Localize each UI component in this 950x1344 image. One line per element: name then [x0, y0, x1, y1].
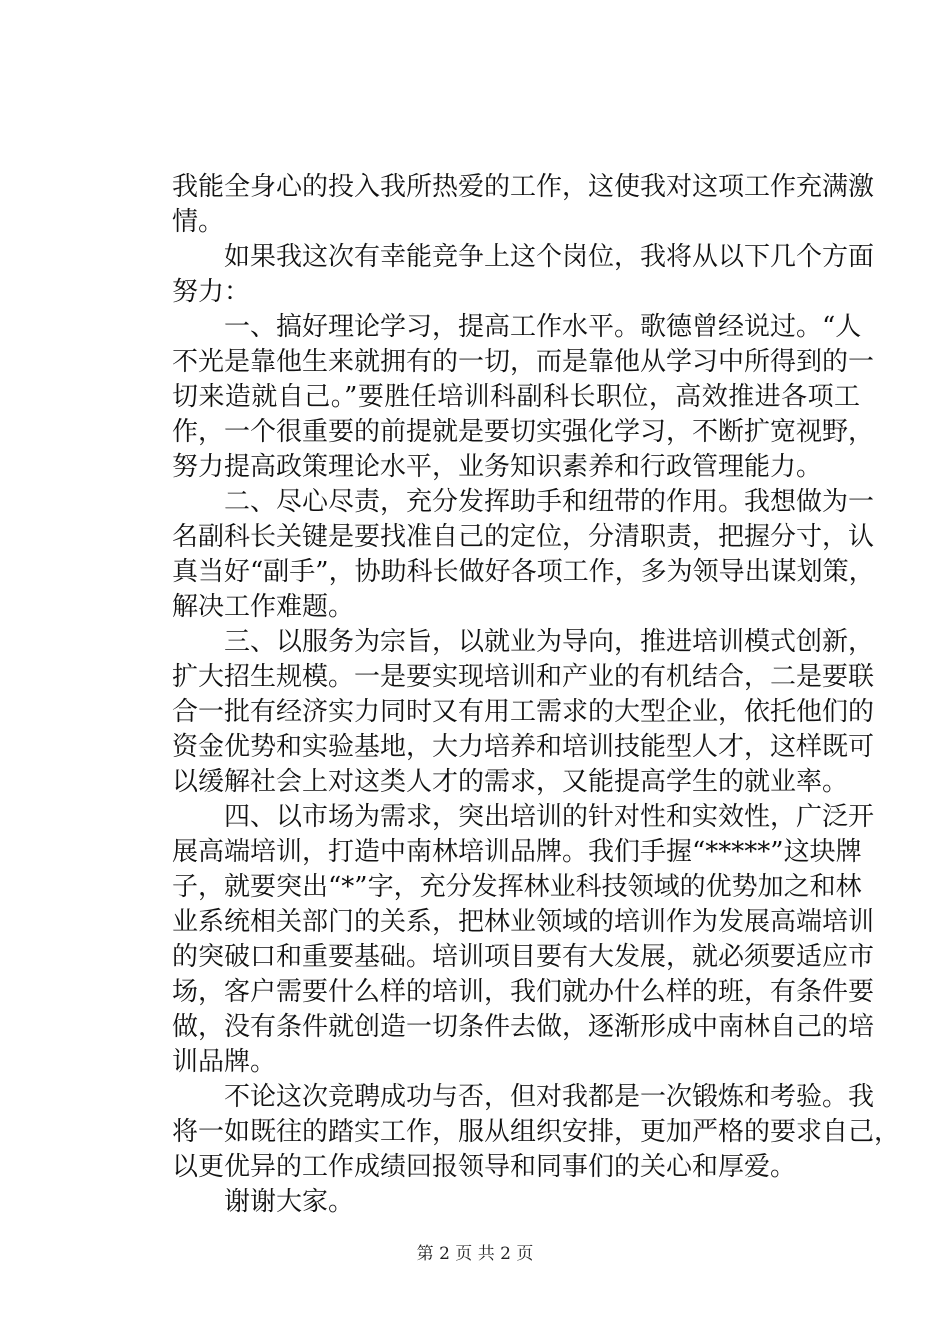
- text-line: 情。: [172, 207, 225, 237]
- paragraph-first-line: 一、搞好理论学习，提高工作水平。歌德曾经说过。“人: [224, 312, 862, 342]
- text-line: 努力提高政策理论水平，业务知识素养和行政管理能力。: [172, 452, 823, 482]
- text-line: 的突破口和重要基础。培训项目要有大发展，就必须要适应市: [172, 942, 875, 972]
- text-line: 以更优异的工作成绩回报领导和同事们的关心和厚爱。: [172, 1152, 797, 1182]
- text-line: 真当好“副手”，协助科长做好各项工作，多为领导出谋划策，: [172, 557, 875, 587]
- paragraph-first-line: 三、以服务为宗旨，以就业为导向，推进培训模式创新，: [224, 627, 875, 657]
- text-line: 努力：: [172, 277, 251, 307]
- text-line: 业系统相关部门的关系，把林业领域的培训作为发展高端培训: [172, 907, 875, 937]
- text-line: 不光是靠他生来就拥有的一切，而是靠他从学习中所得到的一: [172, 347, 875, 377]
- text-line: 场，客户需要什么样的培训，我们就办什么样的班，有条件要: [172, 977, 875, 1007]
- paragraph-first-line: 二、尽心尽责，充分发挥助手和纽带的作用。我想做为一: [224, 487, 875, 517]
- paragraph-first-line: 如果我这次有幸能竞争上这个岗位，我将从以下几个方面: [224, 242, 875, 272]
- text-line: 解决工作难题。: [172, 592, 355, 622]
- paragraph-first-line: 谢谢大家。: [224, 1187, 355, 1217]
- text-line: 扩大招生规模。一是要实现培训和产业的有机结合，二是要联: [172, 662, 875, 692]
- paragraph-first-line: 四、以市场为需求，突出培训的针对性和实效性，广泛开: [224, 802, 875, 832]
- text-line: 子，就要突出“*”字，充分发挥林业科技领域的优势加之和林: [172, 872, 862, 902]
- text-line: 将一如既往的踏实工作，服从组织安排，更加严格的要求自己，: [172, 1117, 901, 1147]
- text-line: 作，一个很重要的前提就是要切实强化学习，不断扩宽视野，: [172, 417, 875, 447]
- text-line: 切来造就自己。”要胜任培训科副科长职位，高效推进各项工: [172, 382, 860, 412]
- text-line: 名副科长关键是要找准自己的定位，分清职责，把握分寸，认: [172, 522, 875, 552]
- text-line: 合一批有经济实力同时又有用工需求的大型企业，依托他们的: [172, 697, 875, 727]
- document-body: [172, 170, 901, 1220]
- text-line: 展高端培训，打造中南林培训品牌。我们手握“*****”这块牌: [172, 837, 862, 867]
- text-line: 我能全身心的投入我所热爱的工作，这使我对这项工作充满激: [172, 172, 875, 202]
- paragraph-first-line: 不论这次竞聘成功与否，但对我都是一次锻炼和考验。我: [224, 1082, 875, 1112]
- page-number-footer: 第 2 页 共 2 页: [416, 1244, 534, 1264]
- text-line: 做，没有条件就创造一切条件去做，逐渐形成中南林自己的培: [172, 1012, 875, 1042]
- text-line: 训品牌。: [172, 1047, 277, 1077]
- text-line: 资金优势和实验基地，大力培养和培训技能型人才，这样既可: [172, 732, 875, 762]
- text-line: 以缓解社会上对这类人才的需求，又能提高学生的就业率。: [172, 767, 849, 797]
